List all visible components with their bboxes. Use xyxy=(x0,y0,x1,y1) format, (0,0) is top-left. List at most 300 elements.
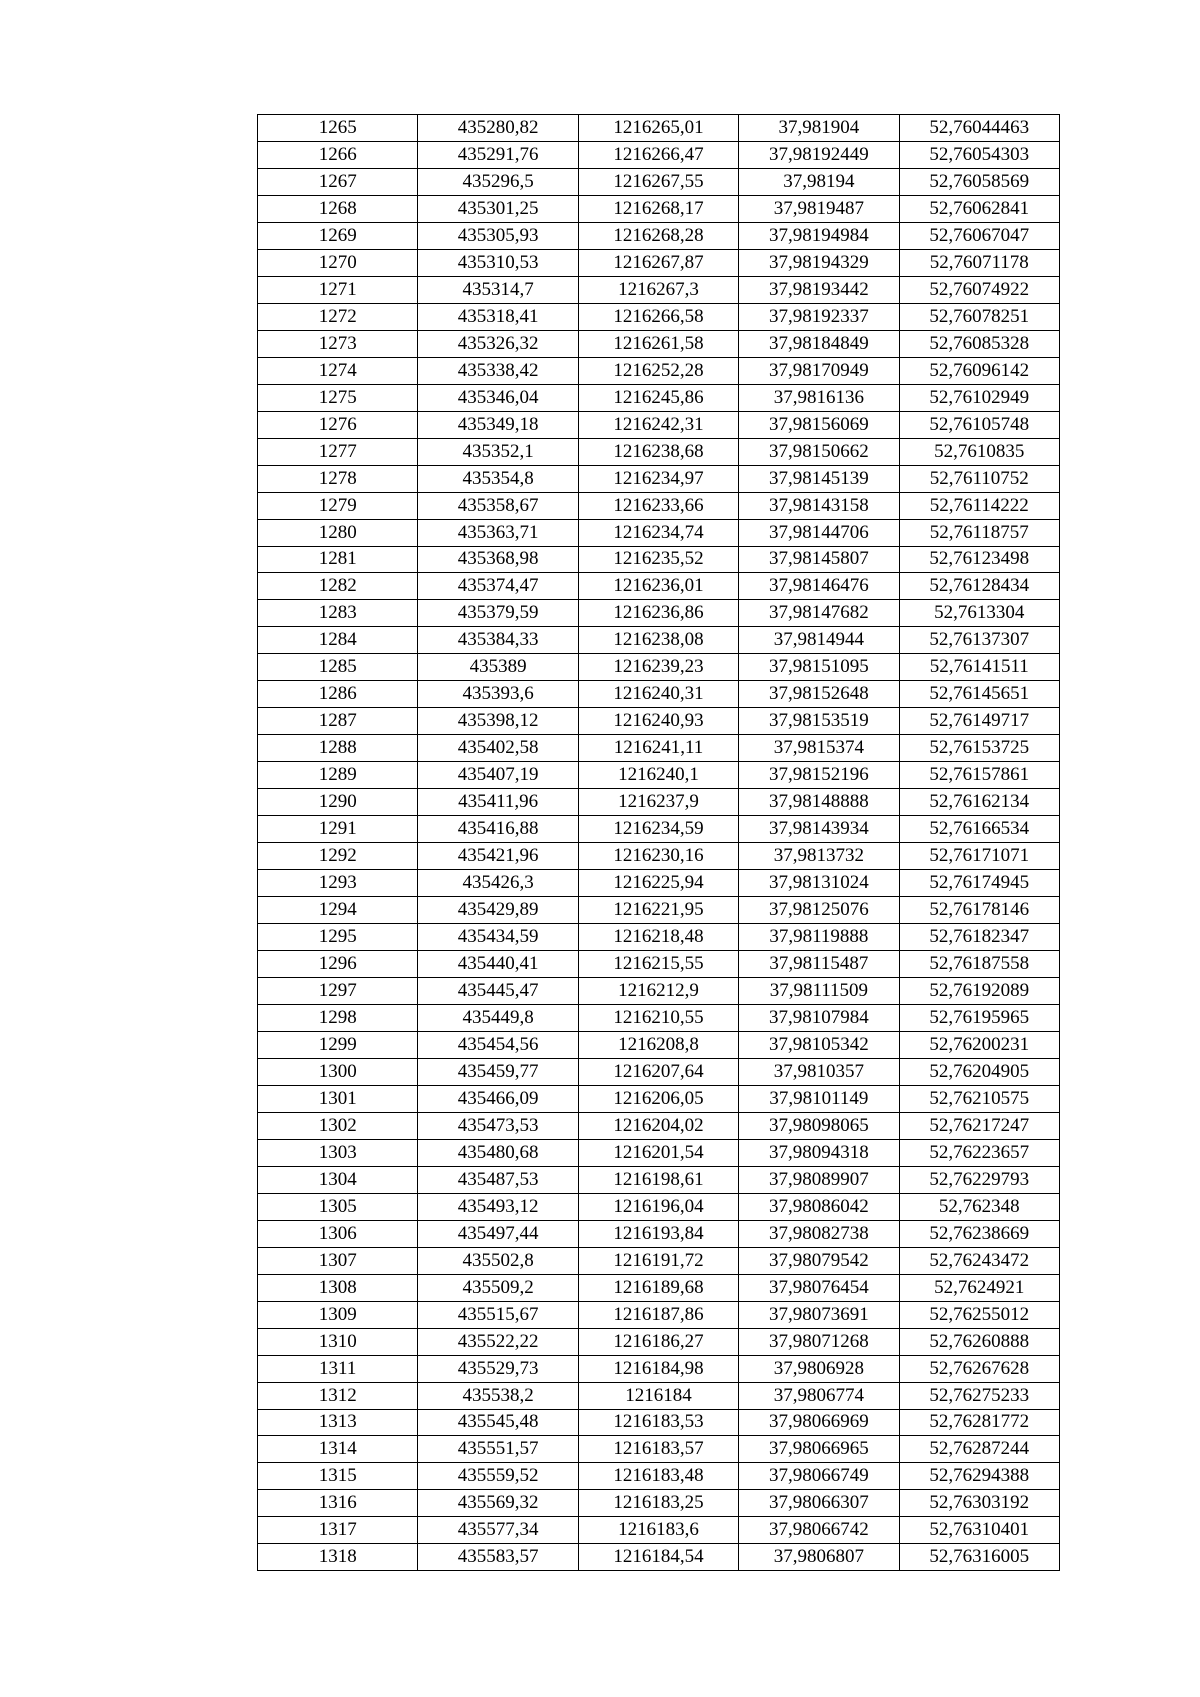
latitude-cell: 52,76229793 xyxy=(899,1166,1059,1193)
latitude-cell: 52,76260888 xyxy=(899,1328,1059,1355)
longitude-cell: 37,98076454 xyxy=(739,1274,899,1301)
x-coordinate-cell: 435426,3 xyxy=(418,870,578,897)
longitude-cell: 37,98194984 xyxy=(739,222,899,249)
latitude-cell: 52,76267628 xyxy=(899,1355,1059,1382)
x-coordinate-cell: 435349,18 xyxy=(418,411,578,438)
table-row xyxy=(258,1247,1060,1274)
table-row xyxy=(258,1328,1060,1355)
latitude-cell: 52,76217247 xyxy=(899,1112,1059,1139)
point-number-cell: 1296 xyxy=(258,951,418,978)
latitude-cell: 52,76137307 xyxy=(899,627,1059,654)
point-number-cell: 1308 xyxy=(258,1274,418,1301)
x-coordinate-cell: 435411,96 xyxy=(418,789,578,816)
point-number-cell: 1275 xyxy=(258,384,418,411)
table-row xyxy=(258,1517,1060,1544)
longitude-cell: 37,98145139 xyxy=(739,465,899,492)
table-row xyxy=(258,249,1060,276)
point-number-cell: 1277 xyxy=(258,438,418,465)
y-coordinate-cell: 1216198,61 xyxy=(578,1166,738,1193)
longitude-cell: 37,9806928 xyxy=(739,1355,899,1382)
point-number-cell: 1270 xyxy=(258,249,418,276)
latitude-cell: 52,76174945 xyxy=(899,870,1059,897)
longitude-cell: 37,98150662 xyxy=(739,438,899,465)
table-row xyxy=(258,735,1060,762)
y-coordinate-cell: 1216235,52 xyxy=(578,546,738,573)
y-coordinate-cell: 1216241,11 xyxy=(578,735,738,762)
latitude-cell: 52,76058569 xyxy=(899,168,1059,195)
point-number-cell: 1302 xyxy=(258,1112,418,1139)
latitude-cell: 52,76062841 xyxy=(899,195,1059,222)
longitude-cell: 37,9806774 xyxy=(739,1382,899,1409)
x-coordinate-cell: 435291,76 xyxy=(418,141,578,168)
table-row xyxy=(258,843,1060,870)
table-row xyxy=(258,1274,1060,1301)
x-coordinate-cell: 435454,56 xyxy=(418,1031,578,1058)
point-number-cell: 1266 xyxy=(258,141,418,168)
longitude-cell: 37,98194 xyxy=(739,168,899,195)
point-number-cell: 1297 xyxy=(258,978,418,1005)
table-row xyxy=(258,1193,1060,1220)
x-coordinate-cell: 435583,57 xyxy=(418,1544,578,1571)
latitude-cell: 52,76187558 xyxy=(899,951,1059,978)
x-coordinate-cell: 435407,19 xyxy=(418,762,578,789)
point-number-cell: 1312 xyxy=(258,1382,418,1409)
latitude-cell: 52,76166534 xyxy=(899,816,1059,843)
y-coordinate-cell: 1216261,58 xyxy=(578,330,738,357)
latitude-cell: 52,76071178 xyxy=(899,249,1059,276)
latitude-cell: 52,7624921 xyxy=(899,1274,1059,1301)
longitude-cell: 37,98119888 xyxy=(739,924,899,951)
y-coordinate-cell: 1216240,93 xyxy=(578,708,738,735)
y-coordinate-cell: 1216207,64 xyxy=(578,1058,738,1085)
x-coordinate-cell: 435296,5 xyxy=(418,168,578,195)
table-row xyxy=(258,384,1060,411)
x-coordinate-cell: 435389 xyxy=(418,654,578,681)
x-coordinate-cell: 435398,12 xyxy=(418,708,578,735)
latitude-cell: 52,7613304 xyxy=(899,600,1059,627)
y-coordinate-cell: 1216245,86 xyxy=(578,384,738,411)
table-row xyxy=(258,897,1060,924)
point-number-cell: 1299 xyxy=(258,1031,418,1058)
point-number-cell: 1309 xyxy=(258,1301,418,1328)
table-row xyxy=(258,1490,1060,1517)
x-coordinate-cell: 435497,44 xyxy=(418,1220,578,1247)
longitude-cell: 37,98144706 xyxy=(739,519,899,546)
table-row xyxy=(258,411,1060,438)
x-coordinate-cell: 435301,25 xyxy=(418,195,578,222)
longitude-cell: 37,98107984 xyxy=(739,1004,899,1031)
point-number-cell: 1292 xyxy=(258,843,418,870)
table-row xyxy=(258,357,1060,384)
longitude-cell: 37,98094318 xyxy=(739,1139,899,1166)
y-coordinate-cell: 1216183,25 xyxy=(578,1490,738,1517)
table-row xyxy=(258,1382,1060,1409)
latitude-cell: 52,76054303 xyxy=(899,141,1059,168)
y-coordinate-cell: 1216183,6 xyxy=(578,1517,738,1544)
y-coordinate-cell: 1216206,05 xyxy=(578,1085,738,1112)
table-row xyxy=(258,789,1060,816)
latitude-cell: 52,76303192 xyxy=(899,1490,1059,1517)
y-coordinate-cell: 1216240,31 xyxy=(578,681,738,708)
y-coordinate-cell: 1216189,68 xyxy=(578,1274,738,1301)
longitude-cell: 37,98145807 xyxy=(739,546,899,573)
x-coordinate-cell: 435346,04 xyxy=(418,384,578,411)
y-coordinate-cell: 1216218,48 xyxy=(578,924,738,951)
point-number-cell: 1304 xyxy=(258,1166,418,1193)
x-coordinate-cell: 435515,67 xyxy=(418,1301,578,1328)
longitude-cell: 37,98192449 xyxy=(739,141,899,168)
point-number-cell: 1316 xyxy=(258,1490,418,1517)
latitude-cell: 52,76067047 xyxy=(899,222,1059,249)
point-number-cell: 1310 xyxy=(258,1328,418,1355)
table-row xyxy=(258,1085,1060,1112)
y-coordinate-cell: 1216252,28 xyxy=(578,357,738,384)
x-coordinate-cell: 435310,53 xyxy=(418,249,578,276)
point-number-cell: 1265 xyxy=(258,115,418,142)
table-row xyxy=(258,1112,1060,1139)
point-number-cell: 1294 xyxy=(258,897,418,924)
table-row xyxy=(258,1355,1060,1382)
point-number-cell: 1289 xyxy=(258,762,418,789)
y-coordinate-cell: 1216242,31 xyxy=(578,411,738,438)
table-row xyxy=(258,978,1060,1005)
y-coordinate-cell: 1216221,95 xyxy=(578,897,738,924)
table-row xyxy=(258,762,1060,789)
longitude-cell: 37,9806807 xyxy=(739,1544,899,1571)
longitude-cell: 37,98194329 xyxy=(739,249,899,276)
longitude-cell: 37,981904 xyxy=(739,115,899,142)
longitude-cell: 37,98079542 xyxy=(739,1247,899,1274)
point-number-cell: 1311 xyxy=(258,1355,418,1382)
y-coordinate-cell: 1216183,57 xyxy=(578,1436,738,1463)
x-coordinate-cell: 435502,8 xyxy=(418,1247,578,1274)
point-number-cell: 1307 xyxy=(258,1247,418,1274)
point-number-cell: 1274 xyxy=(258,357,418,384)
longitude-cell: 37,98105342 xyxy=(739,1031,899,1058)
longitude-cell: 37,98151095 xyxy=(739,654,899,681)
longitude-cell: 37,98066965 xyxy=(739,1436,899,1463)
latitude-cell: 52,76145651 xyxy=(899,681,1059,708)
y-coordinate-cell: 1216238,08 xyxy=(578,627,738,654)
y-coordinate-cell: 1216210,55 xyxy=(578,1004,738,1031)
table-row xyxy=(258,492,1060,519)
y-coordinate-cell: 1216233,66 xyxy=(578,492,738,519)
x-coordinate-cell: 435402,58 xyxy=(418,735,578,762)
latitude-cell: 52,76281772 xyxy=(899,1409,1059,1436)
latitude-cell: 52,76200231 xyxy=(899,1031,1059,1058)
point-number-cell: 1313 xyxy=(258,1409,418,1436)
y-coordinate-cell: 1216225,94 xyxy=(578,870,738,897)
table-row xyxy=(258,465,1060,492)
longitude-cell: 37,9815374 xyxy=(739,735,899,762)
x-coordinate-cell: 435305,93 xyxy=(418,222,578,249)
latitude-cell: 52,76078251 xyxy=(899,303,1059,330)
x-coordinate-cell: 435354,8 xyxy=(418,465,578,492)
x-coordinate-cell: 435338,42 xyxy=(418,357,578,384)
table-row xyxy=(258,951,1060,978)
table-row xyxy=(258,816,1060,843)
point-number-cell: 1268 xyxy=(258,195,418,222)
point-number-cell: 1282 xyxy=(258,573,418,600)
y-coordinate-cell: 1216266,58 xyxy=(578,303,738,330)
point-number-cell: 1317 xyxy=(258,1517,418,1544)
x-coordinate-cell: 435368,98 xyxy=(418,546,578,573)
table-row xyxy=(258,141,1060,168)
x-coordinate-cell: 435473,53 xyxy=(418,1112,578,1139)
table-row xyxy=(258,654,1060,681)
latitude-cell: 52,7610835 xyxy=(899,438,1059,465)
latitude-cell: 52,76204905 xyxy=(899,1058,1059,1085)
table-row xyxy=(258,546,1060,573)
latitude-cell: 52,76195965 xyxy=(899,1004,1059,1031)
y-coordinate-cell: 1216186,27 xyxy=(578,1328,738,1355)
latitude-cell: 52,76223657 xyxy=(899,1139,1059,1166)
latitude-cell: 52,76192089 xyxy=(899,978,1059,1005)
y-coordinate-cell: 1216240,1 xyxy=(578,762,738,789)
y-coordinate-cell: 1216208,8 xyxy=(578,1031,738,1058)
latitude-cell: 52,76243472 xyxy=(899,1247,1059,1274)
longitude-cell: 37,98143934 xyxy=(739,816,899,843)
longitude-cell: 37,98192337 xyxy=(739,303,899,330)
y-coordinate-cell: 1216236,86 xyxy=(578,600,738,627)
longitude-cell: 37,98193442 xyxy=(739,276,899,303)
point-number-cell: 1267 xyxy=(258,168,418,195)
longitude-cell: 37,98071268 xyxy=(739,1328,899,1355)
latitude-cell: 52,762348 xyxy=(899,1193,1059,1220)
x-coordinate-cell: 435559,52 xyxy=(418,1463,578,1490)
coordinates-table-body xyxy=(258,115,1060,1571)
table-row xyxy=(258,1031,1060,1058)
latitude-cell: 52,76182347 xyxy=(899,924,1059,951)
x-coordinate-cell: 435318,41 xyxy=(418,303,578,330)
y-coordinate-cell: 1216266,47 xyxy=(578,141,738,168)
y-coordinate-cell: 1216234,59 xyxy=(578,816,738,843)
table-row xyxy=(258,303,1060,330)
point-number-cell: 1303 xyxy=(258,1139,418,1166)
x-coordinate-cell: 435509,2 xyxy=(418,1274,578,1301)
longitude-cell: 37,98066742 xyxy=(739,1517,899,1544)
y-coordinate-cell: 1216196,04 xyxy=(578,1193,738,1220)
x-coordinate-cell: 435545,48 xyxy=(418,1409,578,1436)
y-coordinate-cell: 1216183,48 xyxy=(578,1463,738,1490)
table-row xyxy=(258,1220,1060,1247)
longitude-cell: 37,9810357 xyxy=(739,1058,899,1085)
x-coordinate-cell: 435449,8 xyxy=(418,1004,578,1031)
point-number-cell: 1286 xyxy=(258,681,418,708)
x-coordinate-cell: 435421,96 xyxy=(418,843,578,870)
latitude-cell: 52,76105748 xyxy=(899,411,1059,438)
latitude-cell: 52,76178146 xyxy=(899,897,1059,924)
longitude-cell: 37,98184849 xyxy=(739,330,899,357)
y-coordinate-cell: 1216204,02 xyxy=(578,1112,738,1139)
y-coordinate-cell: 1216267,3 xyxy=(578,276,738,303)
longitude-cell: 37,9814944 xyxy=(739,627,899,654)
point-number-cell: 1280 xyxy=(258,519,418,546)
latitude-cell: 52,76114222 xyxy=(899,492,1059,519)
point-number-cell: 1271 xyxy=(258,276,418,303)
x-coordinate-cell: 435416,88 xyxy=(418,816,578,843)
longitude-cell: 37,98066969 xyxy=(739,1409,899,1436)
point-number-cell: 1293 xyxy=(258,870,418,897)
y-coordinate-cell: 1216184 xyxy=(578,1382,738,1409)
table-row xyxy=(258,870,1060,897)
y-coordinate-cell: 1216184,54 xyxy=(578,1544,738,1571)
table-row xyxy=(258,438,1060,465)
latitude-cell: 52,76102949 xyxy=(899,384,1059,411)
x-coordinate-cell: 435569,32 xyxy=(418,1490,578,1517)
y-coordinate-cell: 1216267,87 xyxy=(578,249,738,276)
x-coordinate-cell: 435326,32 xyxy=(418,330,578,357)
table-row xyxy=(258,276,1060,303)
x-coordinate-cell: 435445,47 xyxy=(418,978,578,1005)
x-coordinate-cell: 435393,6 xyxy=(418,681,578,708)
latitude-cell: 52,76255012 xyxy=(899,1301,1059,1328)
latitude-cell: 52,76096142 xyxy=(899,357,1059,384)
x-coordinate-cell: 435493,12 xyxy=(418,1193,578,1220)
x-coordinate-cell: 435280,82 xyxy=(418,115,578,142)
longitude-cell: 37,9813732 xyxy=(739,843,899,870)
longitude-cell: 37,98125076 xyxy=(739,897,899,924)
longitude-cell: 37,98086042 xyxy=(739,1193,899,1220)
longitude-cell: 37,98082738 xyxy=(739,1220,899,1247)
point-number-cell: 1295 xyxy=(258,924,418,951)
latitude-cell: 52,76287244 xyxy=(899,1436,1059,1463)
point-number-cell: 1281 xyxy=(258,546,418,573)
y-coordinate-cell: 1216265,01 xyxy=(578,115,738,142)
longitude-cell: 37,98115487 xyxy=(739,951,899,978)
longitude-cell: 37,98170949 xyxy=(739,357,899,384)
table-row xyxy=(258,330,1060,357)
latitude-cell: 52,76118757 xyxy=(899,519,1059,546)
table-row xyxy=(258,1004,1060,1031)
longitude-cell: 37,98156069 xyxy=(739,411,899,438)
x-coordinate-cell: 435358,67 xyxy=(418,492,578,519)
point-number-cell: 1314 xyxy=(258,1436,418,1463)
table-row xyxy=(258,600,1060,627)
y-coordinate-cell: 1216191,72 xyxy=(578,1247,738,1274)
longitude-cell: 37,98153519 xyxy=(739,708,899,735)
table-row xyxy=(258,681,1060,708)
longitude-cell: 37,98111509 xyxy=(739,978,899,1005)
x-coordinate-cell: 435551,57 xyxy=(418,1436,578,1463)
table-row xyxy=(258,1409,1060,1436)
table-row xyxy=(258,573,1060,600)
x-coordinate-cell: 435459,77 xyxy=(418,1058,578,1085)
latitude-cell: 52,76153725 xyxy=(899,735,1059,762)
point-number-cell: 1287 xyxy=(258,708,418,735)
y-coordinate-cell: 1216234,97 xyxy=(578,465,738,492)
longitude-cell: 37,98066749 xyxy=(739,1463,899,1490)
point-number-cell: 1278 xyxy=(258,465,418,492)
longitude-cell: 37,9816136 xyxy=(739,384,899,411)
latitude-cell: 52,76110752 xyxy=(899,465,1059,492)
x-coordinate-cell: 435440,41 xyxy=(418,951,578,978)
y-coordinate-cell: 1216238,68 xyxy=(578,438,738,465)
point-number-cell: 1315 xyxy=(258,1463,418,1490)
table-row xyxy=(258,1058,1060,1085)
y-coordinate-cell: 1216236,01 xyxy=(578,573,738,600)
table-row xyxy=(258,708,1060,735)
table-row xyxy=(258,924,1060,951)
y-coordinate-cell: 1216187,86 xyxy=(578,1301,738,1328)
point-number-cell: 1298 xyxy=(258,1004,418,1031)
latitude-cell: 52,76044463 xyxy=(899,115,1059,142)
latitude-cell: 52,76157861 xyxy=(899,762,1059,789)
longitude-cell: 37,98073691 xyxy=(739,1301,899,1328)
y-coordinate-cell: 1216267,55 xyxy=(578,168,738,195)
table-row xyxy=(258,519,1060,546)
longitude-cell: 37,98147682 xyxy=(739,600,899,627)
latitude-cell: 52,76316005 xyxy=(899,1544,1059,1571)
longitude-cell: 37,98089907 xyxy=(739,1166,899,1193)
longitude-cell: 37,98146476 xyxy=(739,573,899,600)
table-row xyxy=(258,115,1060,142)
y-coordinate-cell: 1216268,17 xyxy=(578,195,738,222)
longitude-cell: 37,98066307 xyxy=(739,1490,899,1517)
longitude-cell: 37,98101149 xyxy=(739,1085,899,1112)
latitude-cell: 52,76085328 xyxy=(899,330,1059,357)
latitude-cell: 52,76149717 xyxy=(899,708,1059,735)
latitude-cell: 52,76238669 xyxy=(899,1220,1059,1247)
table-row xyxy=(258,195,1060,222)
latitude-cell: 52,76074922 xyxy=(899,276,1059,303)
y-coordinate-cell: 1216193,84 xyxy=(578,1220,738,1247)
x-coordinate-cell: 435429,89 xyxy=(418,897,578,924)
point-number-cell: 1301 xyxy=(258,1085,418,1112)
x-coordinate-cell: 435434,59 xyxy=(418,924,578,951)
y-coordinate-cell: 1216215,55 xyxy=(578,951,738,978)
latitude-cell: 52,76171071 xyxy=(899,843,1059,870)
x-coordinate-cell: 435529,73 xyxy=(418,1355,578,1382)
point-number-cell: 1283 xyxy=(258,600,418,627)
table-row xyxy=(258,1301,1060,1328)
x-coordinate-cell: 435352,1 xyxy=(418,438,578,465)
longitude-cell: 37,98152196 xyxy=(739,762,899,789)
x-coordinate-cell: 435487,53 xyxy=(418,1166,578,1193)
latitude-cell: 52,76210575 xyxy=(899,1085,1059,1112)
point-number-cell: 1291 xyxy=(258,816,418,843)
coordinates-table xyxy=(257,114,1060,1571)
y-coordinate-cell: 1216237,9 xyxy=(578,789,738,816)
latitude-cell: 52,76310401 xyxy=(899,1517,1059,1544)
longitude-cell: 37,9819487 xyxy=(739,195,899,222)
y-coordinate-cell: 1216268,28 xyxy=(578,222,738,249)
point-number-cell: 1272 xyxy=(258,303,418,330)
table-row xyxy=(258,1463,1060,1490)
latitude-cell: 52,76275233 xyxy=(899,1382,1059,1409)
y-coordinate-cell: 1216239,23 xyxy=(578,654,738,681)
table-row xyxy=(258,627,1060,654)
longitude-cell: 37,98148888 xyxy=(739,789,899,816)
y-coordinate-cell: 1216201,54 xyxy=(578,1139,738,1166)
point-number-cell: 1305 xyxy=(258,1193,418,1220)
latitude-cell: 52,76123498 xyxy=(899,546,1059,573)
latitude-cell: 52,76162134 xyxy=(899,789,1059,816)
table-row xyxy=(258,168,1060,195)
point-number-cell: 1284 xyxy=(258,627,418,654)
point-number-cell: 1273 xyxy=(258,330,418,357)
y-coordinate-cell: 1216230,16 xyxy=(578,843,738,870)
x-coordinate-cell: 435522,22 xyxy=(418,1328,578,1355)
table-row xyxy=(258,1544,1060,1571)
point-number-cell: 1285 xyxy=(258,654,418,681)
x-coordinate-cell: 435363,71 xyxy=(418,519,578,546)
point-number-cell: 1300 xyxy=(258,1058,418,1085)
x-coordinate-cell: 435314,7 xyxy=(418,276,578,303)
x-coordinate-cell: 435480,68 xyxy=(418,1139,578,1166)
y-coordinate-cell: 1216183,53 xyxy=(578,1409,738,1436)
x-coordinate-cell: 435384,33 xyxy=(418,627,578,654)
